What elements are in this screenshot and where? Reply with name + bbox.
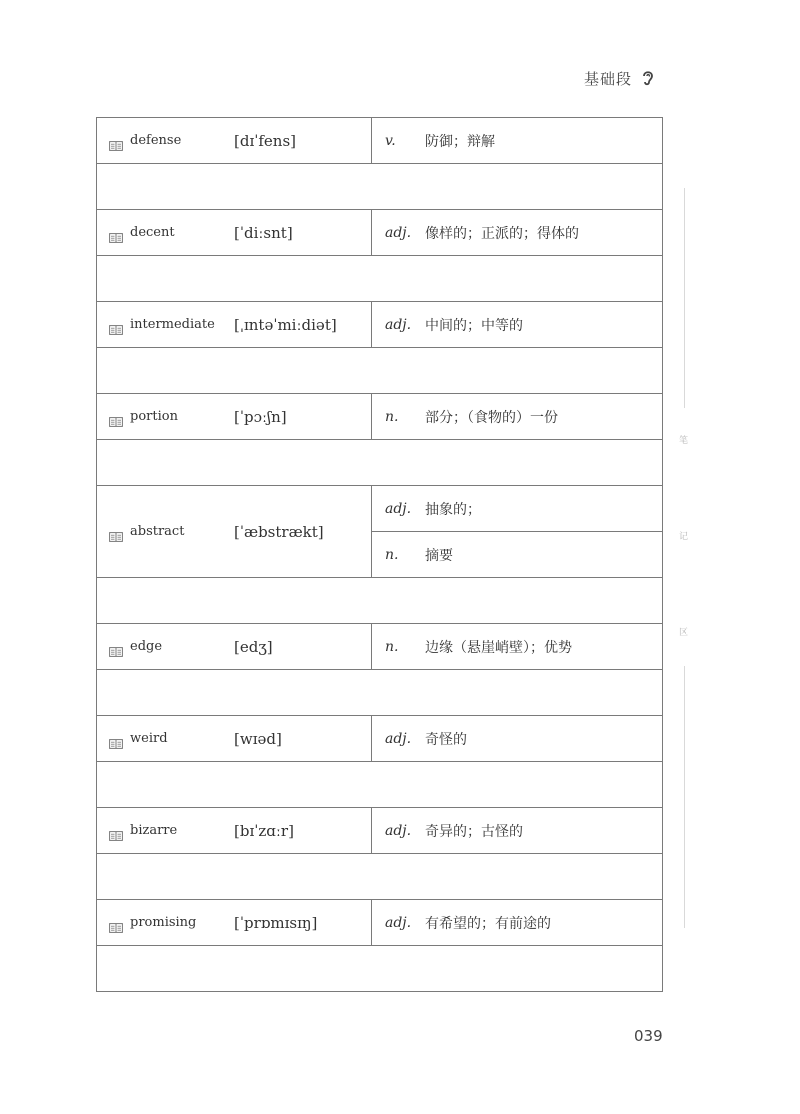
meaning-cell bbox=[372, 210, 663, 256]
word-text: bizarre bbox=[130, 823, 178, 838]
phonetic-text: [bɪˈzɑːr] bbox=[234, 821, 294, 840]
blank-note-row bbox=[97, 256, 663, 302]
blank-note-row bbox=[97, 440, 663, 486]
meaning-cell bbox=[372, 394, 663, 440]
meaning-text: 边缘（悬崖峭壁）；优势 bbox=[425, 639, 572, 656]
word-text: defense bbox=[130, 133, 182, 148]
meaning-cell bbox=[372, 486, 663, 532]
meaning-cell bbox=[372, 302, 663, 348]
blank-note-row bbox=[97, 578, 663, 624]
blank-note-row bbox=[97, 670, 663, 716]
ear-icon bbox=[640, 69, 656, 87]
part-of-speech: adj. bbox=[385, 730, 412, 747]
word-text: promising bbox=[130, 915, 197, 930]
blank-note-row bbox=[97, 348, 663, 394]
word-row bbox=[97, 900, 663, 946]
meaning-cell bbox=[372, 624, 663, 670]
blank-note-row bbox=[97, 946, 663, 992]
book-icon bbox=[109, 320, 123, 330]
meaning-text: 有希望的；有前途的 bbox=[425, 915, 551, 932]
phonetic-text: [ˌɪntəˈmiːdiət] bbox=[234, 315, 337, 334]
book-icon bbox=[109, 136, 123, 146]
notes-char-2: 记 bbox=[679, 532, 689, 542]
phonetic-text: [ˈpɔːʃn] bbox=[234, 407, 287, 426]
notes-area-label bbox=[680, 188, 690, 928]
word-cell bbox=[97, 302, 372, 348]
word-row bbox=[97, 394, 663, 440]
book-icon bbox=[109, 527, 123, 537]
meaning-cell bbox=[372, 808, 663, 854]
phonetic-text: [dɪˈfens] bbox=[234, 131, 297, 150]
word-cell bbox=[97, 486, 372, 578]
book-icon bbox=[109, 228, 123, 238]
phonetic-text: [ˈprɒmɪsɪŋ] bbox=[234, 913, 318, 932]
book-icon bbox=[109, 918, 123, 928]
book-icon bbox=[109, 734, 123, 744]
meaning-text: 部分；（食物的）一份 bbox=[425, 409, 558, 426]
word-row bbox=[97, 486, 663, 532]
word-cell bbox=[97, 716, 372, 762]
meaning-text: 像样的；正派的；得体的 bbox=[425, 225, 579, 242]
notes-char-1: 笔 bbox=[679, 436, 689, 446]
phonetic-text: [wɪəd] bbox=[234, 729, 282, 748]
blank-note-cell bbox=[97, 348, 663, 394]
word-text: weird bbox=[130, 731, 168, 746]
meaning-cell bbox=[372, 118, 663, 164]
word-row bbox=[97, 210, 663, 256]
blank-note-row bbox=[97, 164, 663, 210]
word-row bbox=[97, 808, 663, 854]
notes-char-3: 区 bbox=[679, 628, 689, 638]
phonetic-text: [ˈdiːsnt] bbox=[234, 223, 293, 242]
notes-line-bottom bbox=[684, 666, 685, 928]
meaning-text: 奇怪的 bbox=[425, 731, 467, 748]
meaning-text: 奇异的；古怪的 bbox=[425, 823, 523, 840]
word-row bbox=[97, 716, 663, 762]
word-cell bbox=[97, 394, 372, 440]
meaning-text: 抽象的； bbox=[425, 501, 481, 518]
word-text: abstract bbox=[130, 524, 185, 539]
book-icon bbox=[109, 642, 123, 652]
word-row bbox=[97, 118, 663, 164]
word-cell bbox=[97, 624, 372, 670]
word-row bbox=[97, 302, 663, 348]
word-cell bbox=[97, 808, 372, 854]
meaning-text: 中间的；中等的 bbox=[425, 317, 523, 334]
book-icon bbox=[109, 412, 123, 422]
part-of-speech: adj. bbox=[385, 822, 412, 839]
blank-note-cell bbox=[97, 578, 663, 624]
part-of-speech: n. bbox=[385, 546, 399, 563]
phonetic-text: [edʒ] bbox=[234, 637, 273, 656]
word-cell bbox=[97, 118, 372, 164]
blank-note-cell bbox=[97, 256, 663, 302]
notes-line-top bbox=[684, 188, 685, 408]
meaning-cell bbox=[372, 900, 663, 946]
word-text: edge bbox=[130, 639, 163, 654]
blank-note-cell bbox=[97, 946, 663, 992]
part-of-speech: n. bbox=[385, 408, 399, 425]
section-title: 基础段 bbox=[584, 69, 633, 88]
blank-note-row bbox=[97, 762, 663, 808]
blank-note-cell bbox=[97, 164, 663, 210]
meaning-text: 摘要 bbox=[425, 547, 453, 564]
part-of-speech: adj. bbox=[385, 224, 412, 241]
word-text: intermediate bbox=[130, 317, 215, 332]
part-of-speech: adj. bbox=[385, 316, 412, 333]
part-of-speech: adj. bbox=[385, 500, 412, 517]
word-text: portion bbox=[130, 409, 178, 424]
part-of-speech: v. bbox=[385, 132, 396, 149]
page-number: 039 bbox=[634, 1027, 663, 1045]
word-cell bbox=[97, 900, 372, 946]
meaning-cell bbox=[372, 716, 663, 762]
word-text: decent bbox=[130, 225, 175, 240]
meaning-cell bbox=[372, 532, 663, 578]
book-icon bbox=[109, 826, 123, 836]
part-of-speech: adj. bbox=[385, 914, 412, 931]
phonetic-text: [ˈæbstrækt] bbox=[234, 522, 324, 541]
blank-note-row bbox=[97, 854, 663, 900]
blank-note-cell bbox=[97, 670, 663, 716]
part-of-speech: n. bbox=[385, 638, 399, 655]
word-cell bbox=[97, 210, 372, 256]
blank-note-cell bbox=[97, 762, 663, 808]
word-row bbox=[97, 624, 663, 670]
vocabulary-table bbox=[96, 117, 663, 992]
blank-note-cell bbox=[97, 440, 663, 486]
page-header bbox=[584, 66, 656, 90]
meaning-text: 防御；辩解 bbox=[425, 133, 495, 150]
blank-note-cell bbox=[97, 854, 663, 900]
